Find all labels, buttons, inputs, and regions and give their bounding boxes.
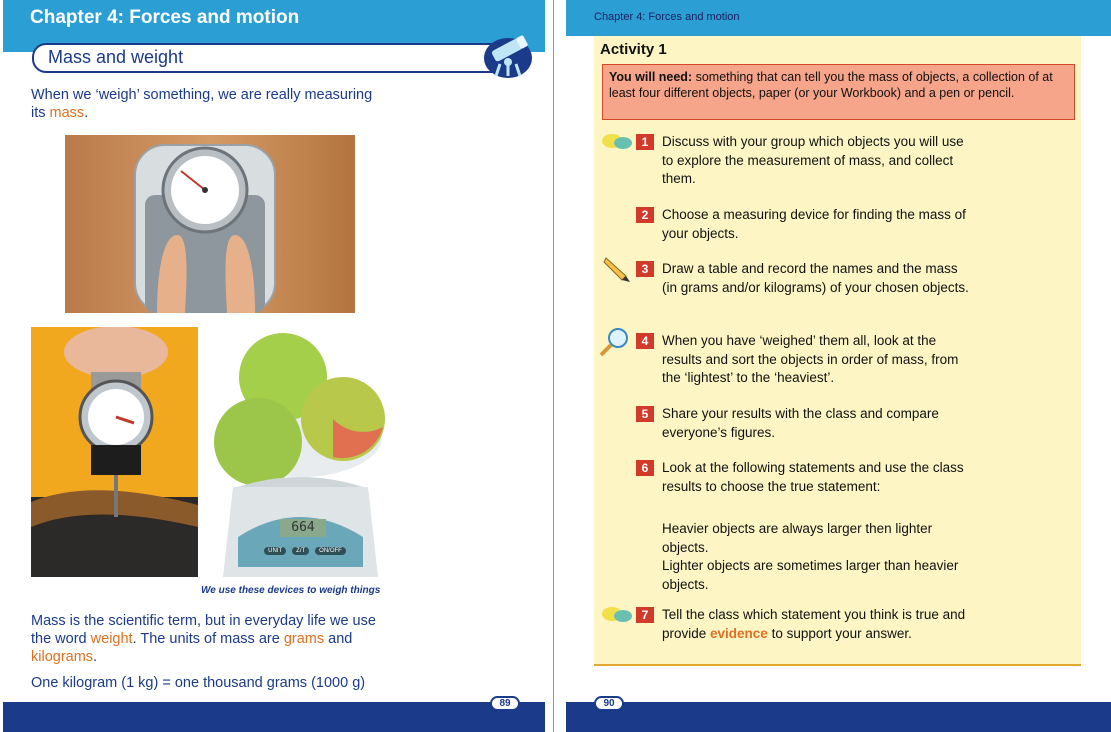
pencil-icon	[602, 254, 632, 284]
intro-line-2: its	[31, 105, 50, 121]
scale-buttons	[255, 547, 355, 555]
para-line-2c: and	[324, 631, 353, 647]
step-number: 2	[636, 207, 654, 223]
need-label: You will need:	[609, 70, 693, 84]
step-text	[662, 606, 972, 643]
chapter-title: Chapter 4: Forces and motion	[594, 11, 740, 23]
step-text: When you have ‘weighed’ them all, look at the results and sort the objects in order of mass, from the ‘lightest’ to the ‘heaviest’.	[662, 333, 959, 385]
para-period: .	[93, 649, 98, 665]
step-1	[636, 133, 966, 193]
bathroom-scale-photo	[65, 135, 355, 313]
weight-highlight: weight	[90, 631, 133, 647]
mass-highlight: mass	[49, 105, 85, 121]
hanging-scale-photo	[31, 327, 198, 577]
step-6	[636, 459, 966, 599]
kitchen-scale-photo	[213, 327, 388, 577]
footer-bar	[566, 702, 1111, 732]
intro-period: .	[84, 105, 89, 121]
page-number: 90	[594, 696, 624, 711]
step-text: Share your results with the class and compare everyone’s figures.	[662, 406, 939, 440]
scale-power-button: ON/OFF	[315, 547, 346, 555]
step-7	[636, 606, 966, 666]
step-text: Draw a table and record the names and the mass (in grams and/or kilograms) of your chosen objects.	[662, 261, 969, 295]
section-title: Mass and weight	[48, 47, 184, 67]
footer-bar	[3, 702, 545, 732]
activity-title: Activity 1	[600, 41, 667, 58]
para-line-2b: . The units of mass are	[132, 631, 284, 647]
grams-highlight: grams	[283, 631, 325, 647]
statement-1: Heavier objects are always larger then lighter objects.	[662, 521, 933, 555]
step-4	[636, 332, 966, 392]
left-page	[0, 0, 553, 732]
scale-unit-button: UNIT	[264, 547, 286, 555]
step-number: 5	[636, 406, 654, 422]
step-7-text-a: Tell the class which statement you think is true and provide	[662, 607, 966, 641]
step-text: Look at the following statements and use the class results to choose the true statement:	[662, 460, 964, 494]
right-page	[558, 0, 1111, 732]
kilogram-line: One kilogram (1 kg) = one thousand grams (1000 g)	[31, 675, 366, 691]
need-text: something that can tell you the mass of objects, a collection of at least four different objects, paper (or your Workbook) and a pen or pencil.	[609, 70, 1053, 100]
photo-caption: We use these devices to weigh things	[201, 585, 381, 596]
page-number: 89	[490, 696, 520, 711]
step-3	[636, 260, 969, 320]
step-text: Discuss with your group which objects you will use to explore the measurement of mass, and collect them.	[662, 134, 964, 186]
statement-2: Lighter objects are sometimes larger than heavier objects.	[662, 558, 959, 592]
speech-bubbles-icon	[602, 133, 632, 151]
telescope-icon	[478, 30, 534, 80]
you-will-need-box	[602, 64, 1075, 120]
speech-bubbles-icon	[602, 606, 632, 624]
scale-display: 664	[280, 519, 326, 537]
scale-tare-button: Z/T	[292, 547, 309, 555]
kilograms-highlight: kilograms	[31, 649, 94, 665]
step-number: 4	[636, 333, 654, 349]
intro-paragraph	[31, 86, 411, 122]
intro-line-1: When we ‘weigh’ something, we are really measuring	[31, 87, 373, 103]
step-number: 1	[636, 134, 654, 150]
step-2	[636, 206, 966, 246]
para-line-2a: the word	[31, 631, 91, 647]
step-7-text-b: to support your answer.	[767, 625, 912, 641]
chapter-title: Chapter 4: Forces and motion	[30, 7, 300, 28]
step-number: 6	[636, 460, 654, 476]
evidence-highlight: evidence	[710, 625, 768, 641]
step-5	[636, 405, 966, 445]
mass-paragraph	[31, 612, 411, 666]
magnifying-glass-icon	[598, 326, 630, 358]
step-number: 7	[636, 607, 654, 623]
step-number: 3	[636, 261, 654, 277]
para-line-1: Mass is the scientific term, but in everyday life we use	[31, 613, 376, 629]
step-text: Choose a measuring device for finding the mass of your objects.	[662, 207, 966, 241]
